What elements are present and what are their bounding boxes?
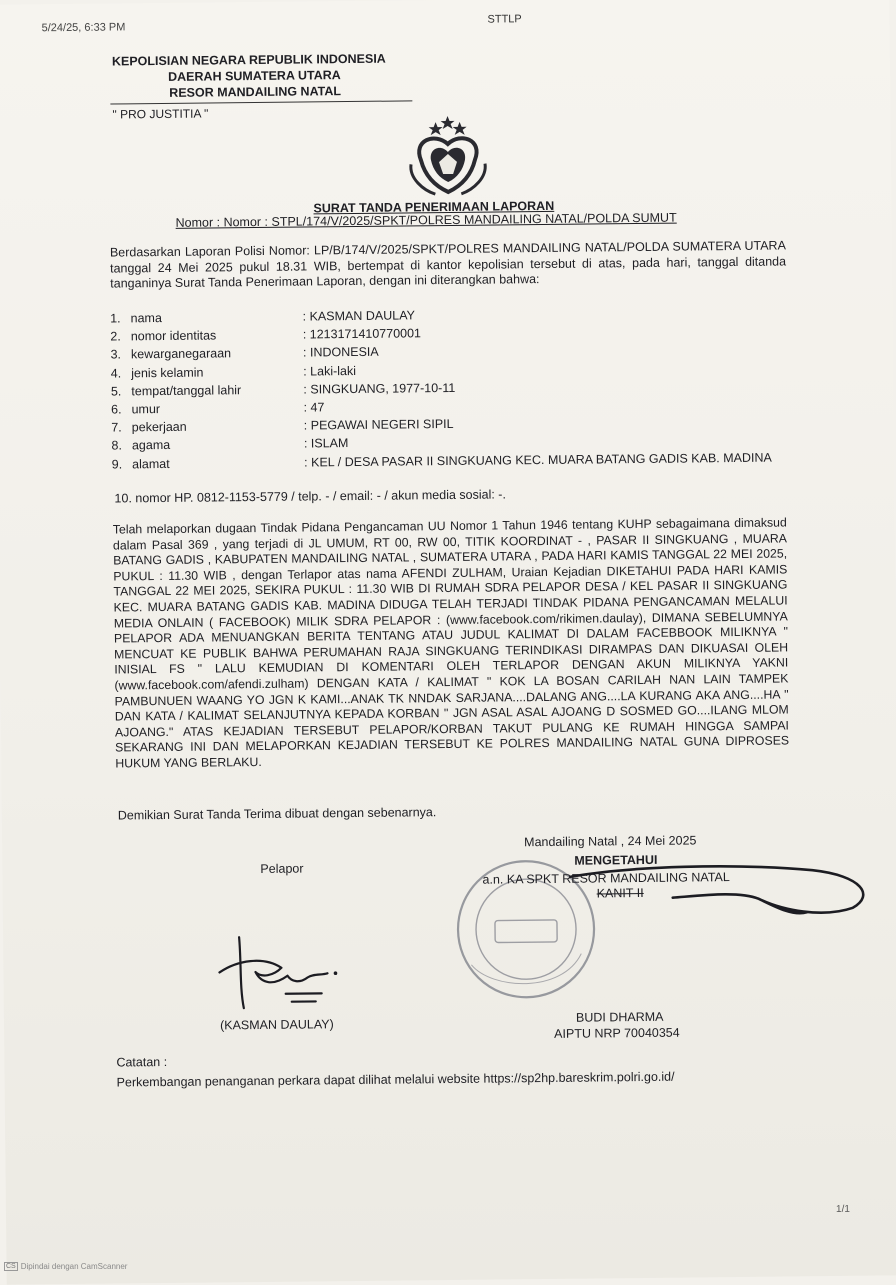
- identity-row: 8. agama : ISLAM: [111, 436, 349, 453]
- document-number: Nomor : Nomor : STPL/174/V/2025/SPKT/POLRES MANDAILING NATAL/POLDA SUMUT: [175, 210, 677, 230]
- reporter-name: (KASMAN DAULAY): [219, 1017, 334, 1033]
- note-label: Catatan :: [116, 1054, 168, 1070]
- reporter-label: Pelapor: [260, 861, 304, 876]
- scanner-watermark: [4, 1262, 127, 1271]
- officer-nrp: AIPTU NRP 70040354: [554, 1025, 680, 1041]
- identity-row: 7. pekerjaan : PEGAWAI NEGERI SIPIL: [111, 417, 454, 435]
- page-indicator: 1/1: [835, 1203, 850, 1215]
- reporter-signature: [203, 931, 364, 1013]
- contact-line: 10. nomor HP. 0812-1153-5779 / telp. - / email: - / akun media sosial: -.: [114, 487, 506, 506]
- intro-paragraph: Berdasarkan Laporan Polisi Nomor: LP/B/174/V/2025/SPKT/POLRES MANDAILING NATAL/POLDA SUMATERA UTARA tanggal 24 Mei 2025 pukul 18.31 WIB, bertempat di kantor kepolisian tersebut di atas, pada hari, tanggal ditanda tanganinya Surat Tanda Penerimaan Laporan, dengan ini diterangkan bahwa:: [109, 238, 787, 291]
- document-title: SURAT TANDA PENERIMAAN LAPORAN: [313, 198, 555, 216]
- closing-statement: Demikian Surat Tanda Terima dibuat dengan sebenarnya.: [117, 805, 437, 823]
- police-emblem-logo: [403, 116, 494, 199]
- on-behalf-line: a.n. KA SPKT RESOR MANDAILING NATAL: [482, 870, 730, 887]
- identity-row: 3. kewarganegaraan : INDONESIA: [110, 345, 379, 362]
- officer-signature: [562, 856, 873, 939]
- unit-line: KANIT II: [596, 885, 644, 901]
- identity-row: 5. tempat/tanggal lahir : SINGKUANG, 1977-10-11: [110, 380, 456, 399]
- place-date: Mandailing Natal , 24 Mei 2025: [524, 833, 697, 850]
- identity-row: 6. umur : 47: [111, 400, 325, 417]
- print-code: STTLP: [487, 13, 522, 26]
- identity-row: 1. nama : KASMAN DAULAY: [110, 308, 415, 326]
- scanner-text: Dipindai dengan CamScanner: [20, 1262, 128, 1271]
- reporter-identity-list: [109, 303, 775, 487]
- identity-row: 4. jenis kelamin : Laki-laki: [110, 363, 357, 381]
- agency-line-2: DAERAH SUMATERA UTARA: [168, 68, 341, 84]
- print-timestamp: 5/24/25, 6:33 PM: [41, 21, 126, 35]
- acknowledge-label: MENGETAHUI: [574, 852, 658, 868]
- pro-justitia: " PRO JUSTITIA ": [112, 106, 209, 122]
- camscanner-icon: CS: [6, 1263, 16, 1270]
- note-text: Perkembangan penanganan perkara dapat dilihat melalui website https://sp2hp.bareskrim.polri.go.id/: [116, 1069, 675, 1090]
- agency-heading: [112, 51, 386, 102]
- identity-row: 2. nomor identitas : 1213171410770001: [110, 326, 422, 344]
- agency-line-3: RESOR MANDAILING NATAL: [169, 84, 342, 100]
- identity-row: 9. alamat : KEL / DESA PASAR II SINGKUANG KEC. MUARA BATANG GADIS KAB. MADINA: [111, 450, 772, 472]
- agency-line-1: KEPOLISIAN NEGARA REPUBLIK INDONESIA: [111, 51, 386, 69]
- report-body: Telah melaporkan dugaan Tindak Pidana Pengancaman UU Nomor 1 Tahun 1946 tentang KUHP sebagaimana dimaksud dalam Pasal 369 , yang terjadi di JL UMUM, RT 00, RW 00, TITIK KOORDINAT - , PASAR II SINGKUANG , MUARA BATANG GADIS , KABUPATEN MANDAILING NATAL , SUMATERA UTARA , PADA HARI KAMIS TANGGAL 22 MEI 2025, PUKUL : 11.30 WIB , dengan Terlapor atas nama AFENDI ZULHAM, Uraian Kejadian DIKETAHUI PADA HARI KAMIS TANGGAL 22 MEI 2025, SEKIRA PUKUL : 11.30 WIB DI RUMAH SDRA PELAPOR DESA / KEL PASAR II SINGKUANG KEC. MUARA BATANG GADIS KAB. MADINA DIDUGA TELAH TERJADI TINDAK PIDANA PENGANCAMAN MELALUI MEDIA ONLAIN ( FACEBOOK) MILIK SDRA PELAPOR : (www.facebook.com/rikimen.daulay), DIMANA SEBELUMNYA PELAPOR ADA MENUANGKAN BERITA TENTANG ATAU JUDUL KALIMAT DI DALAM FACEBBOOK MILIKNYA " MENCUAT KE PUBLIK BAHWA PERUMAHAN RAJA SINGKUANG TERINDIKASI DIRAMPAS DAN DIKUASAI OLEH INISIAL FS " LALU KEMUDIAN DI KOMENTARI OLEH TERLAPOR DENGAN AKUN MILIKNYA YAKNI (www.facebook.com/afendi.zulham) DENGAN KATA / KALIMAT " KOK LA BOSAN CARILAH NAN LAIN TAMPEK PAMBUNUEN WAANG YO JGN K KAMI...ANAK TK NNDAK SARJANA....DALANG ANG....LA KURANG AKA ANG....HA " DAN KATA / KALIMAT SELANJUTNYA KEPADA KORBAN " JGN ASAL ASAL AJOANG D SOSMED GO....ILANG MLOM AJOANG." ATAS KEJADIAN TERSEBUT PELAPOR/KORBAN TAKUT PULANG KE RUMAH HINGGA SAMPAI SEKARANG INI DAN MELAPORKAN KEJADIAN TERSEBUT KE POLRES MANDAILING NATAL GUNA DIPROSES HUKUM YANG BERLAKU.: [112, 515, 790, 771]
- officer-name: BUDI DHARMA: [575, 1009, 664, 1025]
